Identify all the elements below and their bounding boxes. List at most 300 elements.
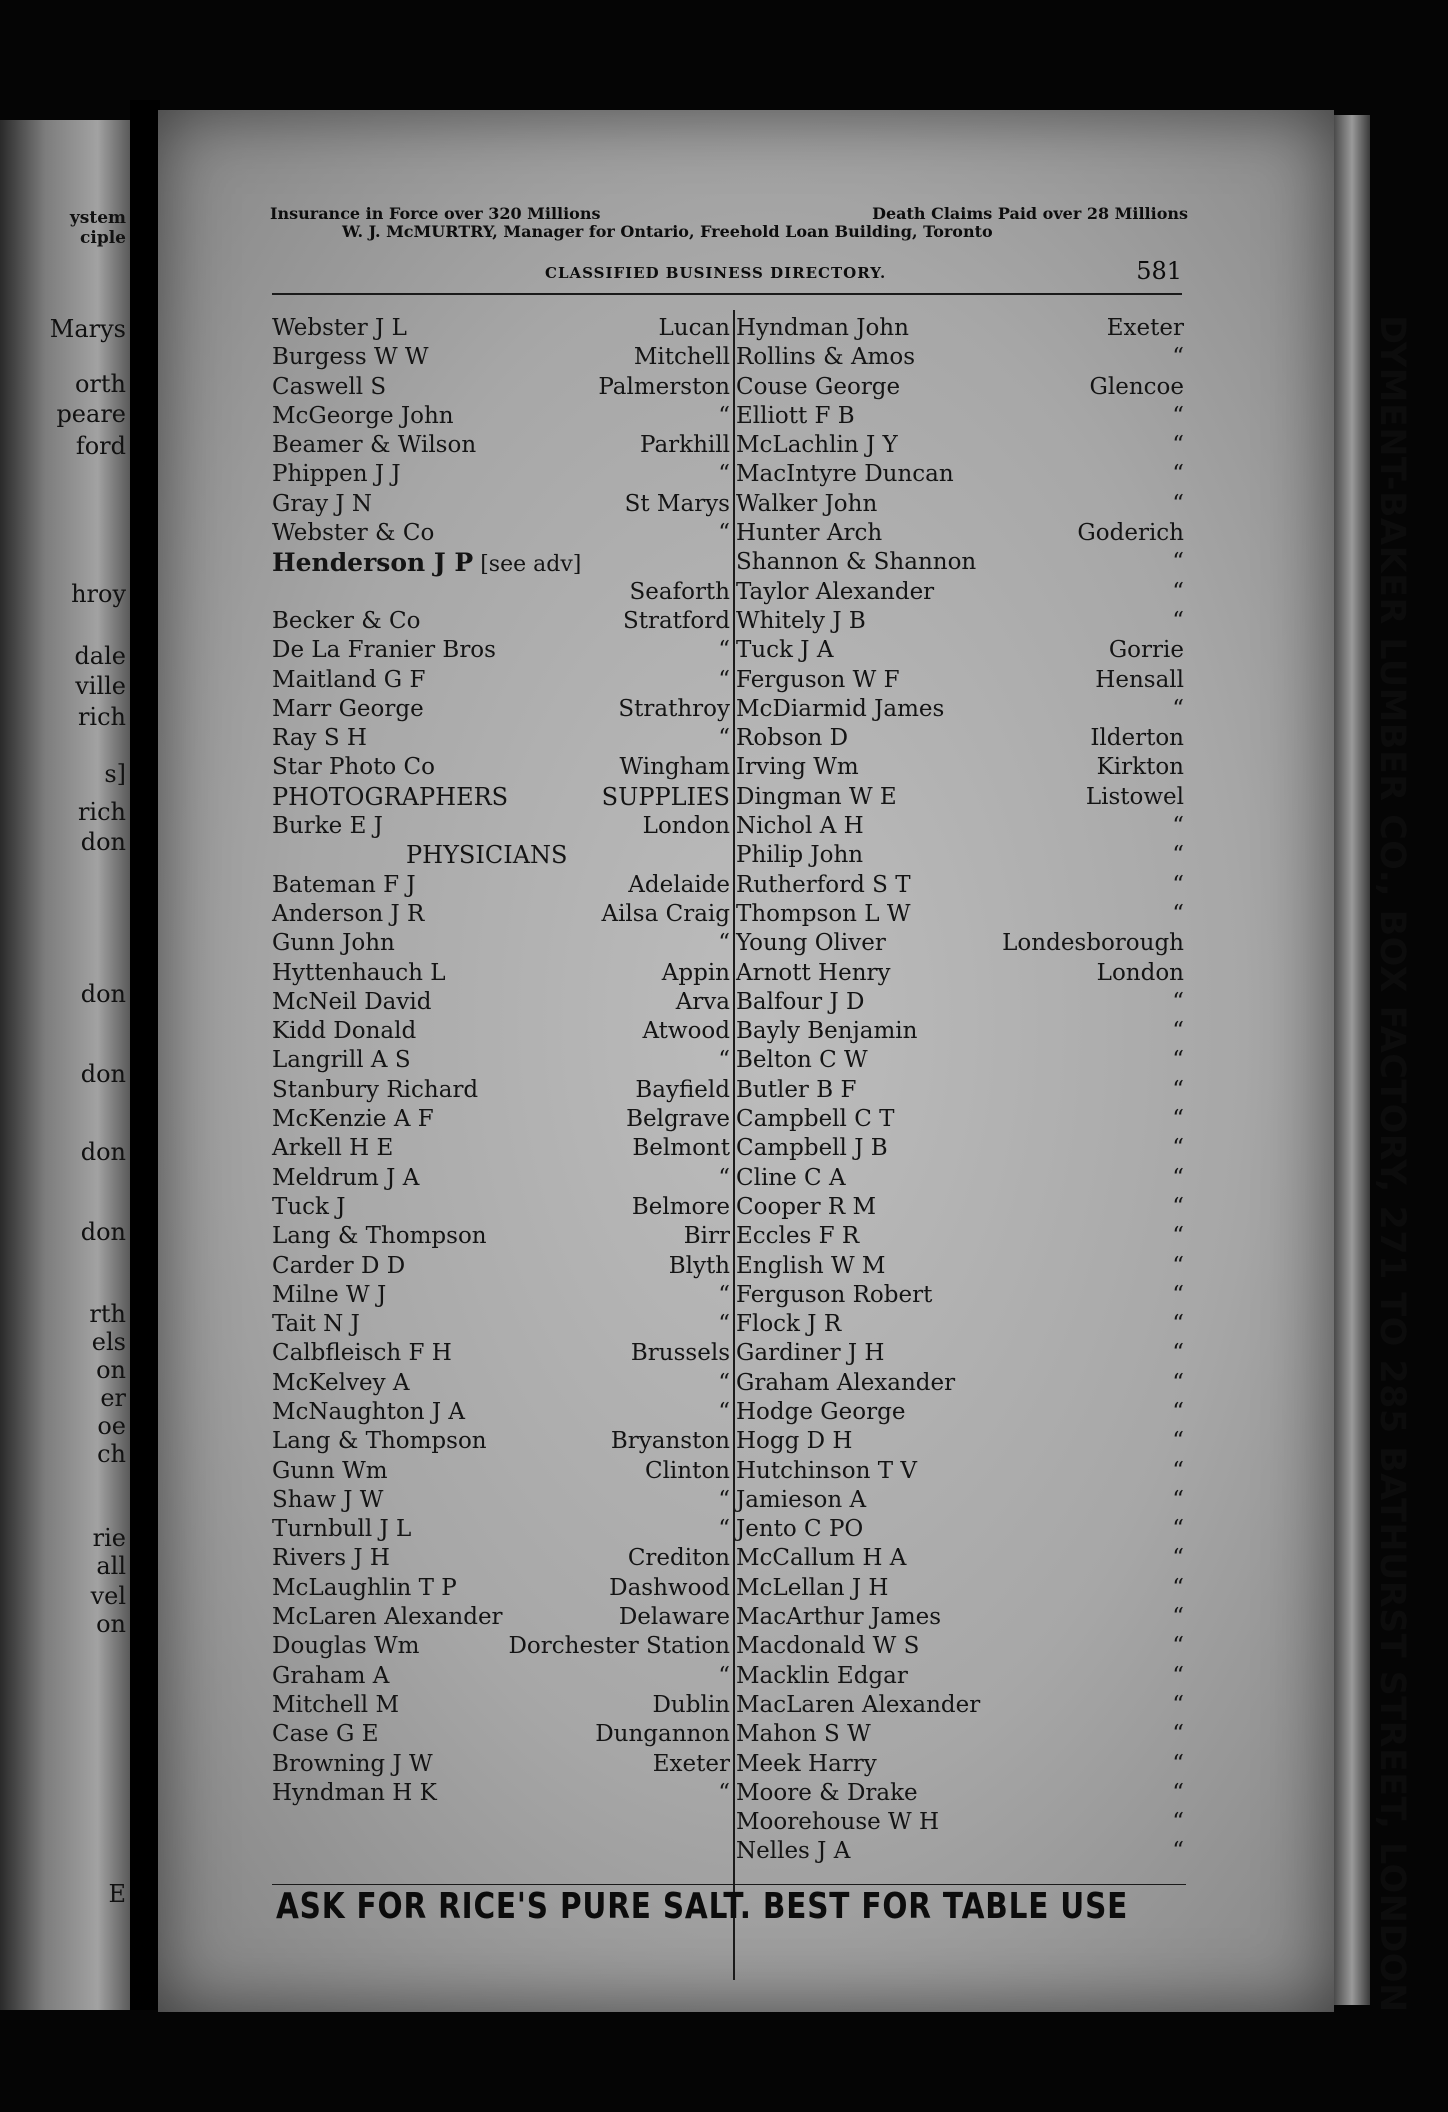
facing-page-text: on xyxy=(96,1610,126,1638)
listing-row xyxy=(736,1046,1184,1075)
listing-name: Burgess W W xyxy=(272,344,429,371)
listing-name: Hogg D H xyxy=(736,1428,853,1455)
listing-name: Elliott F B xyxy=(736,402,855,429)
listing-place: Dorchester Station xyxy=(508,1633,730,1660)
listing-name: Gunn Wm xyxy=(272,1457,388,1484)
listing-name: Young Oliver xyxy=(736,930,886,957)
facing-page-text: vel xyxy=(90,1582,126,1610)
section-heading-row xyxy=(272,841,730,870)
listing-place: “ xyxy=(1172,1486,1184,1513)
listing-name: Taylor Alexander xyxy=(736,578,935,605)
facing-page-text: rie xyxy=(92,1524,126,1552)
listing-row xyxy=(736,841,1184,870)
listing-place: “ xyxy=(1172,1193,1184,1220)
listing-name: Hyndman John xyxy=(736,315,909,341)
facing-page-text: s] xyxy=(104,760,126,788)
listing-row xyxy=(736,929,1184,958)
listing-row xyxy=(272,1369,730,1398)
listing-name: Tuck J A xyxy=(736,637,834,664)
listing-name: Langrill A S xyxy=(272,1047,411,1074)
listing-place: “ xyxy=(1172,1164,1184,1191)
listing-row xyxy=(736,1486,1184,1515)
header-insurance-left: Insurance in Force over 320 Millions xyxy=(270,204,601,223)
facing-page-text: ciple xyxy=(80,228,126,248)
listing-place: “ xyxy=(1172,402,1184,429)
listing-name: Anderson J R xyxy=(272,900,425,927)
listing-name: Jamieson A xyxy=(736,1486,867,1513)
listing-name: Butler B F xyxy=(736,1076,857,1103)
listing-name: Macdonald W S xyxy=(736,1633,920,1660)
listing-row xyxy=(272,402,730,431)
listing-name: Hutchinson T V xyxy=(736,1457,918,1484)
listing-name: Hunter Arch xyxy=(736,520,883,547)
listing-name: Webster & Co xyxy=(272,520,435,547)
listing-place: Kirkton xyxy=(1096,754,1184,781)
listing-place: Clinton xyxy=(644,1457,730,1484)
listing-place: Gorrie xyxy=(1108,637,1184,664)
facing-page-text: on xyxy=(96,1356,126,1384)
listing-place: Arva xyxy=(675,988,730,1015)
listing-name: Robson D xyxy=(736,725,849,752)
listing-place: “ xyxy=(1172,461,1184,488)
listing-name: De La Franier Bros xyxy=(272,637,496,664)
listing-place: “ xyxy=(1172,1516,1184,1543)
listing-row xyxy=(272,1017,730,1046)
listing-name: Henderson J P [see adv] xyxy=(272,548,582,578)
listing-row xyxy=(272,314,730,343)
header-manager-line: W. J. McMURTRY, Manager for Ontario, Freehold Loan Building, Toronto xyxy=(342,222,993,241)
facing-page-text: don xyxy=(80,828,126,856)
listing-row xyxy=(272,1310,730,1339)
section-heading-row xyxy=(272,783,730,812)
listing-row xyxy=(736,1808,1184,1837)
listing-row xyxy=(736,490,1184,519)
listing-row xyxy=(736,1105,1184,1134)
listing-row xyxy=(272,753,730,782)
section-heading: PHOTOGRAPHERS xyxy=(272,782,509,811)
listing-row xyxy=(272,1046,730,1075)
listing-name: Maitland G F xyxy=(272,666,426,693)
listing-place: “ xyxy=(1172,432,1184,459)
listing-name: Thompson L W xyxy=(736,900,911,927)
listing-name: Irving Wm xyxy=(736,754,859,781)
listing-place: “ xyxy=(1172,1340,1184,1367)
facing-page-text: orth xyxy=(74,370,126,398)
listing-row xyxy=(736,373,1184,402)
listing-place: “ xyxy=(1172,1106,1184,1133)
facing-page-text: don xyxy=(80,1138,126,1166)
listing-name: Carder D D xyxy=(272,1252,406,1279)
listing-name: Nichol A H xyxy=(736,813,864,840)
listing-row xyxy=(736,343,1184,372)
directory-page xyxy=(158,110,1412,2013)
listing-row xyxy=(272,460,730,489)
listing-row xyxy=(272,724,730,753)
listing-row xyxy=(736,1222,1184,1251)
listing-name: Tuck J xyxy=(272,1193,346,1220)
facing-page-fragment xyxy=(0,120,130,2010)
listing-place: “ xyxy=(718,520,730,547)
footer-rule xyxy=(272,1884,1186,1885)
facing-page-text: all xyxy=(96,1552,126,1580)
listing-name: Moorehouse W H xyxy=(736,1809,940,1836)
listing-place: Dashwood xyxy=(609,1574,730,1601)
listing-place: “ xyxy=(1172,549,1184,576)
listing-place: “ xyxy=(1172,1135,1184,1162)
listing-name: Gray J N xyxy=(272,490,373,517)
listing-name: Jento C PO xyxy=(736,1516,864,1543)
header-insurance-right: Death Claims Paid over 28 Millions xyxy=(872,204,1188,223)
right-column xyxy=(736,314,1184,1867)
listing-row xyxy=(736,1427,1184,1456)
listing-name: Lang & Thompson xyxy=(272,1223,487,1250)
listing-place: St Marys xyxy=(624,490,730,517)
listing-row xyxy=(736,1720,1184,1749)
listing-row xyxy=(736,724,1184,753)
listing-place: Ailsa Craig xyxy=(601,900,730,927)
listing-place: “ xyxy=(1172,1691,1184,1718)
listing-name: Calbfleisch F H xyxy=(272,1340,452,1367)
listing-name: McLellan J H xyxy=(736,1574,889,1601)
listing-row xyxy=(272,1750,730,1779)
listing-row xyxy=(736,1134,1184,1163)
listing-place: Parkhill xyxy=(640,432,730,459)
listing-place: Lucan xyxy=(658,315,730,341)
listing-row xyxy=(736,1574,1184,1603)
listing-place: “ xyxy=(1172,490,1184,517)
listing-row xyxy=(272,548,730,577)
listing-row xyxy=(272,1222,730,1251)
listing-name: Shaw J W xyxy=(272,1486,384,1513)
facing-page-text: ch xyxy=(97,1440,126,1468)
listing-row xyxy=(272,1603,730,1632)
listing-row xyxy=(272,871,730,900)
listing-row xyxy=(736,519,1184,548)
listing-name: Philip John xyxy=(736,842,864,869)
listing-row xyxy=(272,1134,730,1163)
listing-place: Belgrave xyxy=(626,1106,730,1133)
listing-row xyxy=(736,1164,1184,1193)
listing-row xyxy=(272,1486,730,1515)
listing-name: McCallum H A xyxy=(736,1545,907,1572)
listing-row xyxy=(736,460,1184,489)
listing-row xyxy=(736,783,1184,812)
listing-name: MacArthur James xyxy=(736,1604,942,1631)
facing-page-text: er xyxy=(100,1384,126,1412)
listing-place: “ xyxy=(718,1047,730,1074)
listing-place: Exeter xyxy=(1106,315,1184,341)
listing-place: “ xyxy=(718,1398,730,1425)
listing-place: “ xyxy=(1172,988,1184,1015)
listing-name: Burke E J xyxy=(272,813,383,840)
listing-name: Bateman F J xyxy=(272,871,416,898)
listing-place: “ xyxy=(1172,1369,1184,1396)
listing-row xyxy=(272,636,730,665)
bottom-advertisement: ASK FOR RICE'S PURE SALT. BEST FOR TABLE USE xyxy=(276,1886,1129,1927)
listing-row xyxy=(272,373,730,402)
listing-place: Exeter xyxy=(652,1750,730,1777)
listing-name: Graham A xyxy=(272,1662,390,1689)
listing-place: Hensall xyxy=(1095,666,1184,693)
listing-name: MacLaren Alexander xyxy=(736,1691,981,1718)
listing-row xyxy=(272,519,730,548)
page-title: CLASSIFIED BUSINESS DIRECTORY. xyxy=(545,264,887,282)
facing-page-text: peare xyxy=(56,400,126,428)
listing-name: Ferguson W F xyxy=(736,666,900,693)
listing-place: “ xyxy=(1172,1018,1184,1045)
listing-name: Cline C A xyxy=(736,1164,846,1191)
facing-page-text: don xyxy=(80,1218,126,1246)
listing-place: Delaware xyxy=(618,1604,730,1631)
listing-row xyxy=(272,1281,730,1310)
listing-place: Dungannon xyxy=(595,1721,730,1748)
listing-name: Arkell H E xyxy=(272,1135,394,1162)
section-heading: PHYSICIANS xyxy=(406,841,568,870)
listing-place: Strathroy xyxy=(618,695,730,722)
listing-place: “ xyxy=(1172,900,1184,927)
listing-place: “ xyxy=(1172,1750,1184,1777)
listing-place: “ xyxy=(1172,842,1184,869)
listing-name: McLachlin J Y xyxy=(736,432,898,459)
listing-place: Ilderton xyxy=(1090,725,1184,752)
listing-place: “ xyxy=(1172,1809,1184,1836)
listing-place: Londesborough xyxy=(1002,930,1184,957)
listing-row xyxy=(272,900,730,929)
listing-name: Bayly Benjamin xyxy=(736,1018,918,1045)
listing-place: Bryanston xyxy=(610,1428,730,1455)
listing-row xyxy=(272,1164,730,1193)
listing-name: McKenzie A F xyxy=(272,1106,434,1133)
listing-row xyxy=(736,1750,1184,1779)
listing-place: “ xyxy=(718,1311,730,1338)
listing-place: Wingham xyxy=(619,754,730,781)
listing-row xyxy=(272,1339,730,1368)
listing-place: Appin xyxy=(661,959,730,986)
listing-name: Gunn John xyxy=(272,930,395,957)
listing-name: McNeil David xyxy=(272,988,432,1015)
listing-name: Becker & Co xyxy=(272,607,421,634)
listing-place: “ xyxy=(718,637,730,664)
listing-row xyxy=(272,1457,730,1486)
listing-name: Hyndman H K xyxy=(272,1779,437,1806)
listing-row xyxy=(736,1691,1184,1720)
listing-row xyxy=(736,431,1184,460)
listing-row xyxy=(736,988,1184,1017)
listing-place: “ xyxy=(1172,695,1184,722)
listing-place: “ xyxy=(1172,813,1184,840)
listing-row xyxy=(272,988,730,1017)
listing-place: London xyxy=(1096,959,1184,986)
listing-place: “ xyxy=(1172,871,1184,898)
listing-row xyxy=(736,1369,1184,1398)
listing-place: “ xyxy=(1172,1574,1184,1601)
column-divider xyxy=(733,310,735,1980)
facing-page-text: ville xyxy=(75,672,126,700)
listing-place: Stratford xyxy=(622,607,730,634)
listing-row xyxy=(736,871,1184,900)
listing-name: Belton C W xyxy=(736,1047,868,1074)
listing-place: “ xyxy=(718,1516,730,1543)
listing-place: “ xyxy=(1172,1633,1184,1660)
listing-row xyxy=(736,1515,1184,1544)
listing-name: Graham Alexander xyxy=(736,1369,956,1396)
listing-name: Campbell J B xyxy=(736,1135,888,1162)
listing-name: Arnott Henry xyxy=(736,959,891,986)
listing-name: Balfour J D xyxy=(736,988,865,1015)
listing-name: Dingman W E xyxy=(736,783,897,810)
listing-row xyxy=(272,607,730,636)
listing-name: Whitely J B xyxy=(736,607,866,634)
listing-name: Eccles F R xyxy=(736,1223,860,1250)
listing-place: Belmont xyxy=(632,1135,730,1162)
listing-row xyxy=(736,1193,1184,1222)
listing-place: Mitchell xyxy=(633,344,730,371)
listing-place: Goderich xyxy=(1077,520,1184,547)
listing-place: “ xyxy=(718,930,730,957)
listing-name: Ray S H xyxy=(272,725,367,752)
listing-name: Moore & Drake xyxy=(736,1779,918,1806)
listing-place: “ xyxy=(1172,1779,1184,1806)
listing-name: Nelles J A xyxy=(736,1838,851,1865)
listing-row xyxy=(736,666,1184,695)
book-gutter xyxy=(130,100,160,2010)
listing-place: “ xyxy=(1172,1047,1184,1074)
listing-place: “ xyxy=(1172,1076,1184,1103)
listing-place: “ xyxy=(718,725,730,752)
listing-row xyxy=(272,1105,730,1134)
listing-name: MacIntyre Duncan xyxy=(736,461,954,488)
listing-place: “ xyxy=(1172,1223,1184,1250)
listing-row xyxy=(272,695,730,724)
facing-page-text: don xyxy=(80,1060,126,1088)
listing-row xyxy=(736,1457,1184,1486)
listing-row xyxy=(736,1544,1184,1573)
listing-row xyxy=(736,548,1184,577)
listing-name: Case G E xyxy=(272,1721,379,1748)
listing-row xyxy=(736,1603,1184,1632)
facing-page-text: hroy xyxy=(71,580,126,608)
listing-place: Listowel xyxy=(1085,783,1184,810)
listing-row xyxy=(272,1720,730,1749)
listing-row xyxy=(736,402,1184,431)
listing-place: “ xyxy=(1172,1838,1184,1865)
header-rule xyxy=(272,293,1182,295)
listing-place: Dublin xyxy=(652,1691,730,1718)
listing-place: Glencoe xyxy=(1089,373,1184,400)
listing-name: McLaughlin T P xyxy=(272,1574,457,1601)
listing-row xyxy=(736,1837,1184,1866)
listing-row xyxy=(272,929,730,958)
listing-name: Campbell C T xyxy=(736,1106,895,1133)
facing-page-text: oe xyxy=(97,1412,126,1440)
listing-place: Brussels xyxy=(630,1340,730,1367)
listing-name: McLaren Alexander xyxy=(272,1604,503,1631)
listing-place: “ xyxy=(718,1662,730,1689)
listing-name: Ferguson Robert xyxy=(736,1281,933,1308)
listing-row xyxy=(272,1427,730,1456)
facing-page-text: dale xyxy=(74,642,126,670)
listing-row xyxy=(272,1662,730,1691)
listing-place: “ xyxy=(718,1369,730,1396)
facing-page-text: els xyxy=(91,1328,126,1356)
listing-place: Crediton xyxy=(627,1545,730,1572)
listing-row xyxy=(736,1632,1184,1661)
listing-row xyxy=(736,636,1184,665)
listing-name: Rivers J H xyxy=(272,1545,390,1572)
listing-name: Webster J L xyxy=(272,315,407,341)
listing-name: Gardiner J H xyxy=(736,1340,885,1367)
facing-page-text: E xyxy=(108,1880,126,1908)
listing-row xyxy=(272,666,730,695)
facing-page-text: rth xyxy=(89,1300,126,1328)
listing-place: “ xyxy=(1172,578,1184,605)
listing-place: “ xyxy=(1172,607,1184,634)
listing-name: Macklin Edgar xyxy=(736,1662,908,1689)
listing-row xyxy=(272,431,730,460)
listing-place: “ xyxy=(718,1779,730,1806)
listing-row xyxy=(736,753,1184,782)
listing-row xyxy=(736,578,1184,607)
listing-name: Milne W J xyxy=(272,1281,387,1308)
listing-place: “ xyxy=(1172,1662,1184,1689)
listing-name: McDiarmid James xyxy=(736,695,945,722)
listing-place: “ xyxy=(1172,1252,1184,1279)
listing-name: Mahon S W xyxy=(736,1721,871,1748)
listing-row xyxy=(272,1691,730,1720)
facing-page-text: ystem xyxy=(69,208,126,228)
listing-name: Stanbury Richard xyxy=(272,1076,479,1103)
listing-name: Rutherford S T xyxy=(736,871,911,898)
listing-row xyxy=(272,1252,730,1281)
listing-row xyxy=(736,959,1184,988)
listing-place: “ xyxy=(718,666,730,693)
listing-name: Couse George xyxy=(736,373,901,400)
listing-place: Birr xyxy=(683,1223,730,1250)
listing-row xyxy=(736,1017,1184,1046)
listing-row xyxy=(736,1339,1184,1368)
listing-name: Marr George xyxy=(272,695,424,722)
listing-row xyxy=(272,578,730,607)
listing-name: Phippen J J xyxy=(272,461,401,488)
listing-name: Tait N J xyxy=(272,1311,360,1338)
listing-place: “ xyxy=(1172,1311,1184,1338)
page-edge xyxy=(1334,115,1370,2005)
listing-name: Browning J W xyxy=(272,1750,433,1777)
listing-row xyxy=(272,1398,730,1427)
facing-page-text: rich xyxy=(77,703,126,731)
listing-place: Belmore xyxy=(631,1193,730,1220)
listing-note: [see adv] xyxy=(473,552,582,578)
listing-row xyxy=(736,1779,1184,1808)
listing-name: Caswell S xyxy=(272,373,387,400)
listing-place: “ xyxy=(1172,344,1184,371)
listing-name: Kidd Donald xyxy=(272,1018,417,1045)
listing-row xyxy=(272,1632,730,1661)
listing-name: Turnbull J L xyxy=(272,1516,412,1543)
listing-place: Seaforth xyxy=(629,578,730,605)
listing-row xyxy=(736,900,1184,929)
listing-name: Star Photo Co xyxy=(272,754,435,781)
listing-row xyxy=(272,1574,730,1603)
facing-page-text: ford xyxy=(75,432,126,460)
listing-name: Meek Harry xyxy=(736,1750,877,1777)
listing-name: Walker John xyxy=(736,490,878,517)
left-column xyxy=(272,314,730,1808)
listing-row xyxy=(736,1662,1184,1691)
listing-row xyxy=(736,314,1184,343)
listing-row xyxy=(272,1515,730,1544)
listing-place: “ xyxy=(1172,1545,1184,1572)
